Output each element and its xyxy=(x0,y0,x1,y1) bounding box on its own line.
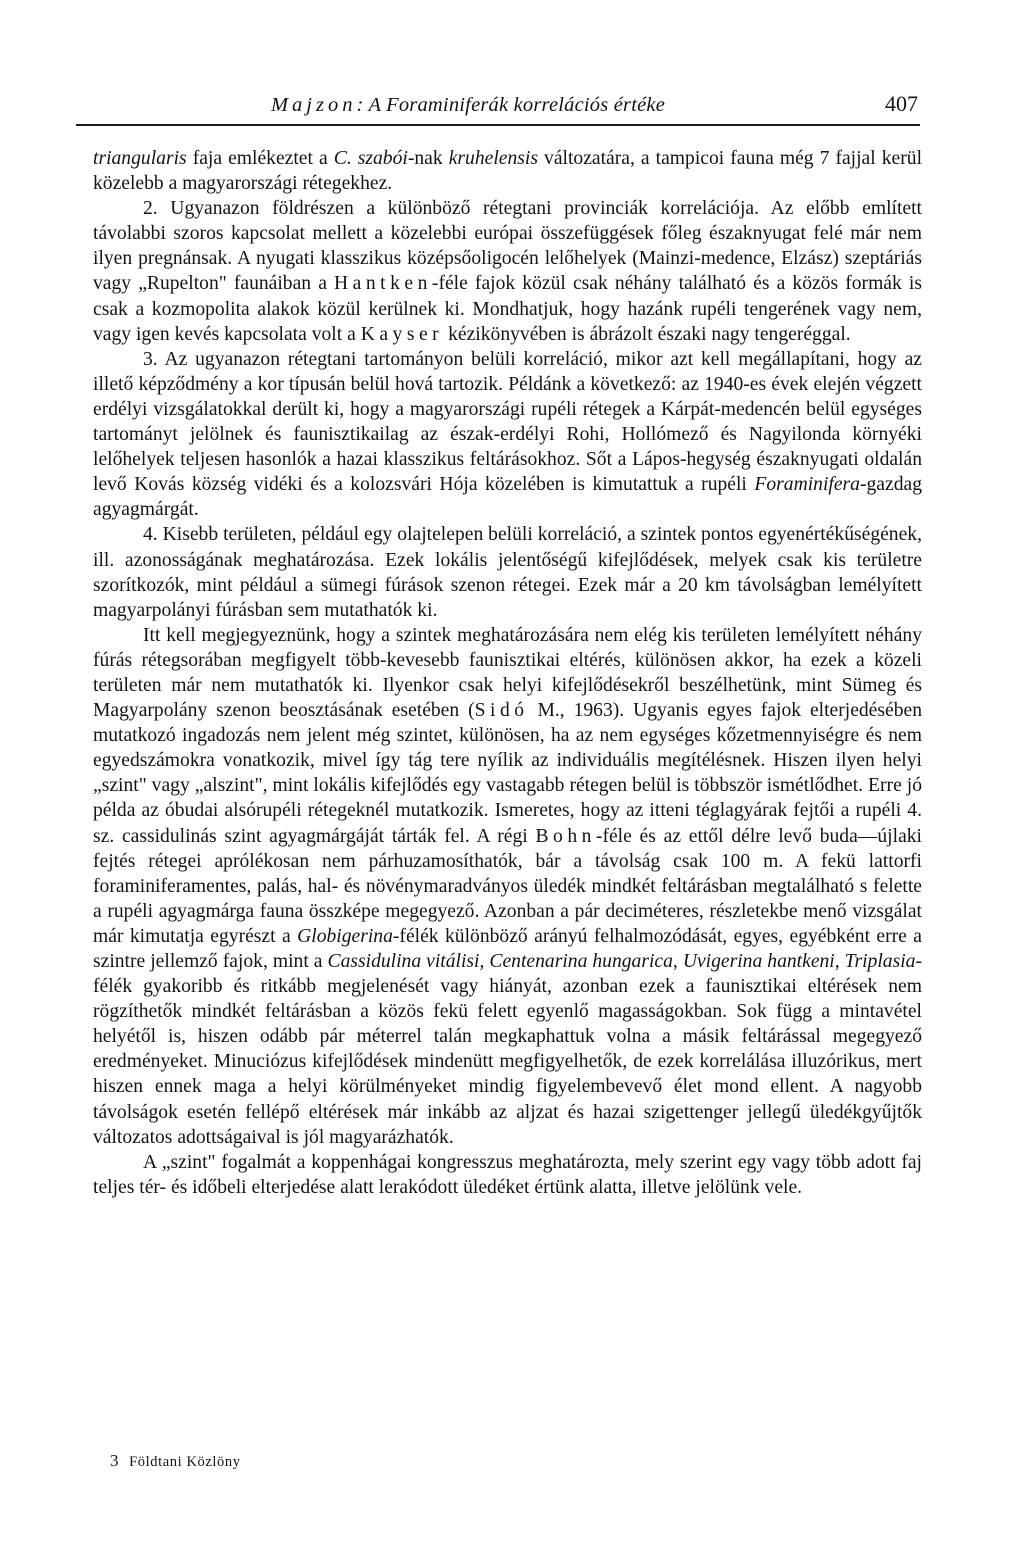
text-run: 2. Ugyanazon földrészen a különböző rétegtani provinciák korrelációja. Az előbb említett távolabbi szoros kapcsolat mellett a közelebbi európai összefüggések főleg északnyugat felé már nem ilyen pregnánsak. A nyugati klasszikus középsőoligocén lelőhelyek (Mainzi-medence, Elzász) szeptáriás vagy „Rupelton" faunáiban a xyxy=(93,198,922,295)
paragraph-4: 4. Kisebb területen, például egy olajtelepen belüli korreláció, a szintek pontos egyenértékűségének, ill. azonosságának meghatározása. Ezek lokális jelentőségű kifejlődések, melyek csak kis területre szorítkozók, mint például a sümegi fúrások szenon rétegei. Ezek már a 20 km távolságban lemélyített magyarpolányi fúrásban sem mutathatók ki. xyxy=(93,524,922,621)
text-run: -félék gyakoribb és ritkább megjelenését vagy hiányát, azonban ezek a faunisztikai eltérések nem rögzíthetők mindkét feltárásban a közös fekü felett egyenlő magasságokban. Sok függ a mintavétel helyétől is, hiszen odább pár méterrel talán megkaphattuk volna a másik feltárással megegyező eredményeket. Minuciózus kifejlődések mindenütt megfigyelhetők, de ezek korrelálása illuzórikus, mert hiszen ennek maga a helyi körülményeket mindig figyelembevevő élet mond ellent. A nagyobb távolságok esetén fellépő eltérések már inkább az aljzat és hazai szigettenger jellegű üledékgyűjtők változatos adottságaival is jól magyarázhatók. xyxy=(93,951,922,1148)
author-name-spaced: Hantken xyxy=(334,273,432,295)
text-run: -féle és az ettől délre levő buda—újlaki fejtés rétegei aprólékosan nem párhuzamosíthatók, bár a távolság csak 100 m. A fekü lattorfi foraminiferamentes, palás, hal- és növénymaradványos üledék mindkét feltárásban megtalálható s felette a rupéli agyagmárga fauna összképe megegyező. Azonban a pár deciméteres, részletekbe menő vizsgálat már kimutatja egyrészt a xyxy=(93,825,923,947)
taxon-name: triangularis xyxy=(93,148,187,169)
taxon-name: Foraminifera xyxy=(754,474,860,496)
body-text xyxy=(93,146,922,1200)
article-title: : A Foraminiferák korrelációs értéke xyxy=(356,94,666,116)
text-run: M., 1963). Ugyanis egyes fajok elterjedésében mutatkozó ingadozás nem jelent még szintet, különösen, ha az nem egységes kőzetmennyiségre és nem egyedszámokra vonatkozik, mivel így tág tere nyílik az individuális megítélésnek. Hiszen ilyen helyi „szint" vagy „alszint", mint lokális kifejlődés egy vastagabb rétegen belül is többször ismétlődhet. Erre jó példa az óbudai alsórupéli rétegeknél mutatkozik. Ismeretes, hogy az itteni téglagyárak fejtői a rupéli 4. sz. cassidulinás szint agyagmárgáját tárták fel. A régi xyxy=(93,700,922,847)
signature-mark: 3 xyxy=(110,1451,120,1470)
text-run: 3. Az ugyanazon rétegtani tartományon belüli korreláció, mikor azt kell megállapítani, hogy az illető képződmény a kor típusán belül hová tartozik. Példánk a következő: az 1940-es évek elején végzett erdélyi vizsgálatokkal derült ki, hogy a magyarországi rupéli rétegek a Kárpát-medencén belül egységes tartományt jelölnek és faunisztikailag az észak-erdélyi Rohi, Hollómező és Nagyilonda környéki lelőhelyek teljesen hasonlók a hazai klasszikus feltárásokhoz. Sőt a Lápos-hegység északnyugati oldalán levő Kovás község vidéki és a kolozsvári Hója közelében is kimutattuk a rupéli xyxy=(93,348,922,496)
page-number: 407 xyxy=(885,91,918,116)
taxon-name: kruhelensis xyxy=(448,148,538,169)
author-name-spaced: Kayser xyxy=(360,323,444,345)
paragraph-3 xyxy=(93,347,922,523)
author-name-spaced: Bohn xyxy=(535,825,596,847)
author-name: Majzon xyxy=(270,94,357,116)
paragraph-1 xyxy=(93,146,922,196)
text-run: -féle fajok közül csak néhány található és a közös formák is csak a kozmopolita alakok közül kerülnek ki. Mondhatjuk, hogy hazánk rupéli tengerének vagy nem, vagy igen kevés kapcsolata volt a xyxy=(93,273,922,345)
text-run: -gazdag agyagmárgát. xyxy=(93,474,922,521)
text-run: faja emlékeztet a xyxy=(186,148,334,169)
text-run: -nak xyxy=(407,148,449,169)
paragraph-6: A „szint" fogalmát a koppenhágai kongresszus meghatározta, mely szerint egy vagy több adott faj teljes tér- és időbeli elterjedése alatt lerakódott üledéket értünk alatta, illetve jelölünk vele. xyxy=(93,1151,922,1198)
text-run: kézikönyvében is ábrázolt északi nagy tengeréggal. xyxy=(443,323,851,345)
text-run: Itt kell megjegyeznünk, hogy a szintek meghatározására nem elég kis területen lemélyített néhány fúrás rétegsorában megfigyelt több-kevesebb faunisztikai eltérés, különösen akkor, ha ezek a közeli területen már nem mutathatók ki. Ilyenkor csak helyi kifejlődésekről beszélhetünk, mint Sümeg és Magyarpolány szenon beosztásának esetében ( xyxy=(93,624,922,722)
taxon-name: Globigerina xyxy=(297,925,393,947)
running-header xyxy=(76,88,920,126)
taxon-name: C. szabói xyxy=(333,148,408,169)
running-title xyxy=(76,94,860,117)
paragraph-5 xyxy=(93,623,922,1150)
text-run: -félék különböző arányú felhalmozódását, egyes, egyébként erre a szintre jellemző fajok, mint a xyxy=(93,925,922,972)
text-run: változatára, a tampicoi fauna még 7 fajjal kerül közelebb a magyarországi rétegekhez. xyxy=(93,148,923,195)
author-name-spaced: Sidó xyxy=(474,700,529,722)
paragraph-2 xyxy=(93,196,922,347)
page-footer xyxy=(110,1451,241,1471)
taxon-name: Cassidulina vitálisi, Centenarina hungarica, Uvigerina hantkeni, Triplasia xyxy=(327,951,916,972)
journal-name: Földtani Közlöny xyxy=(129,1454,241,1470)
